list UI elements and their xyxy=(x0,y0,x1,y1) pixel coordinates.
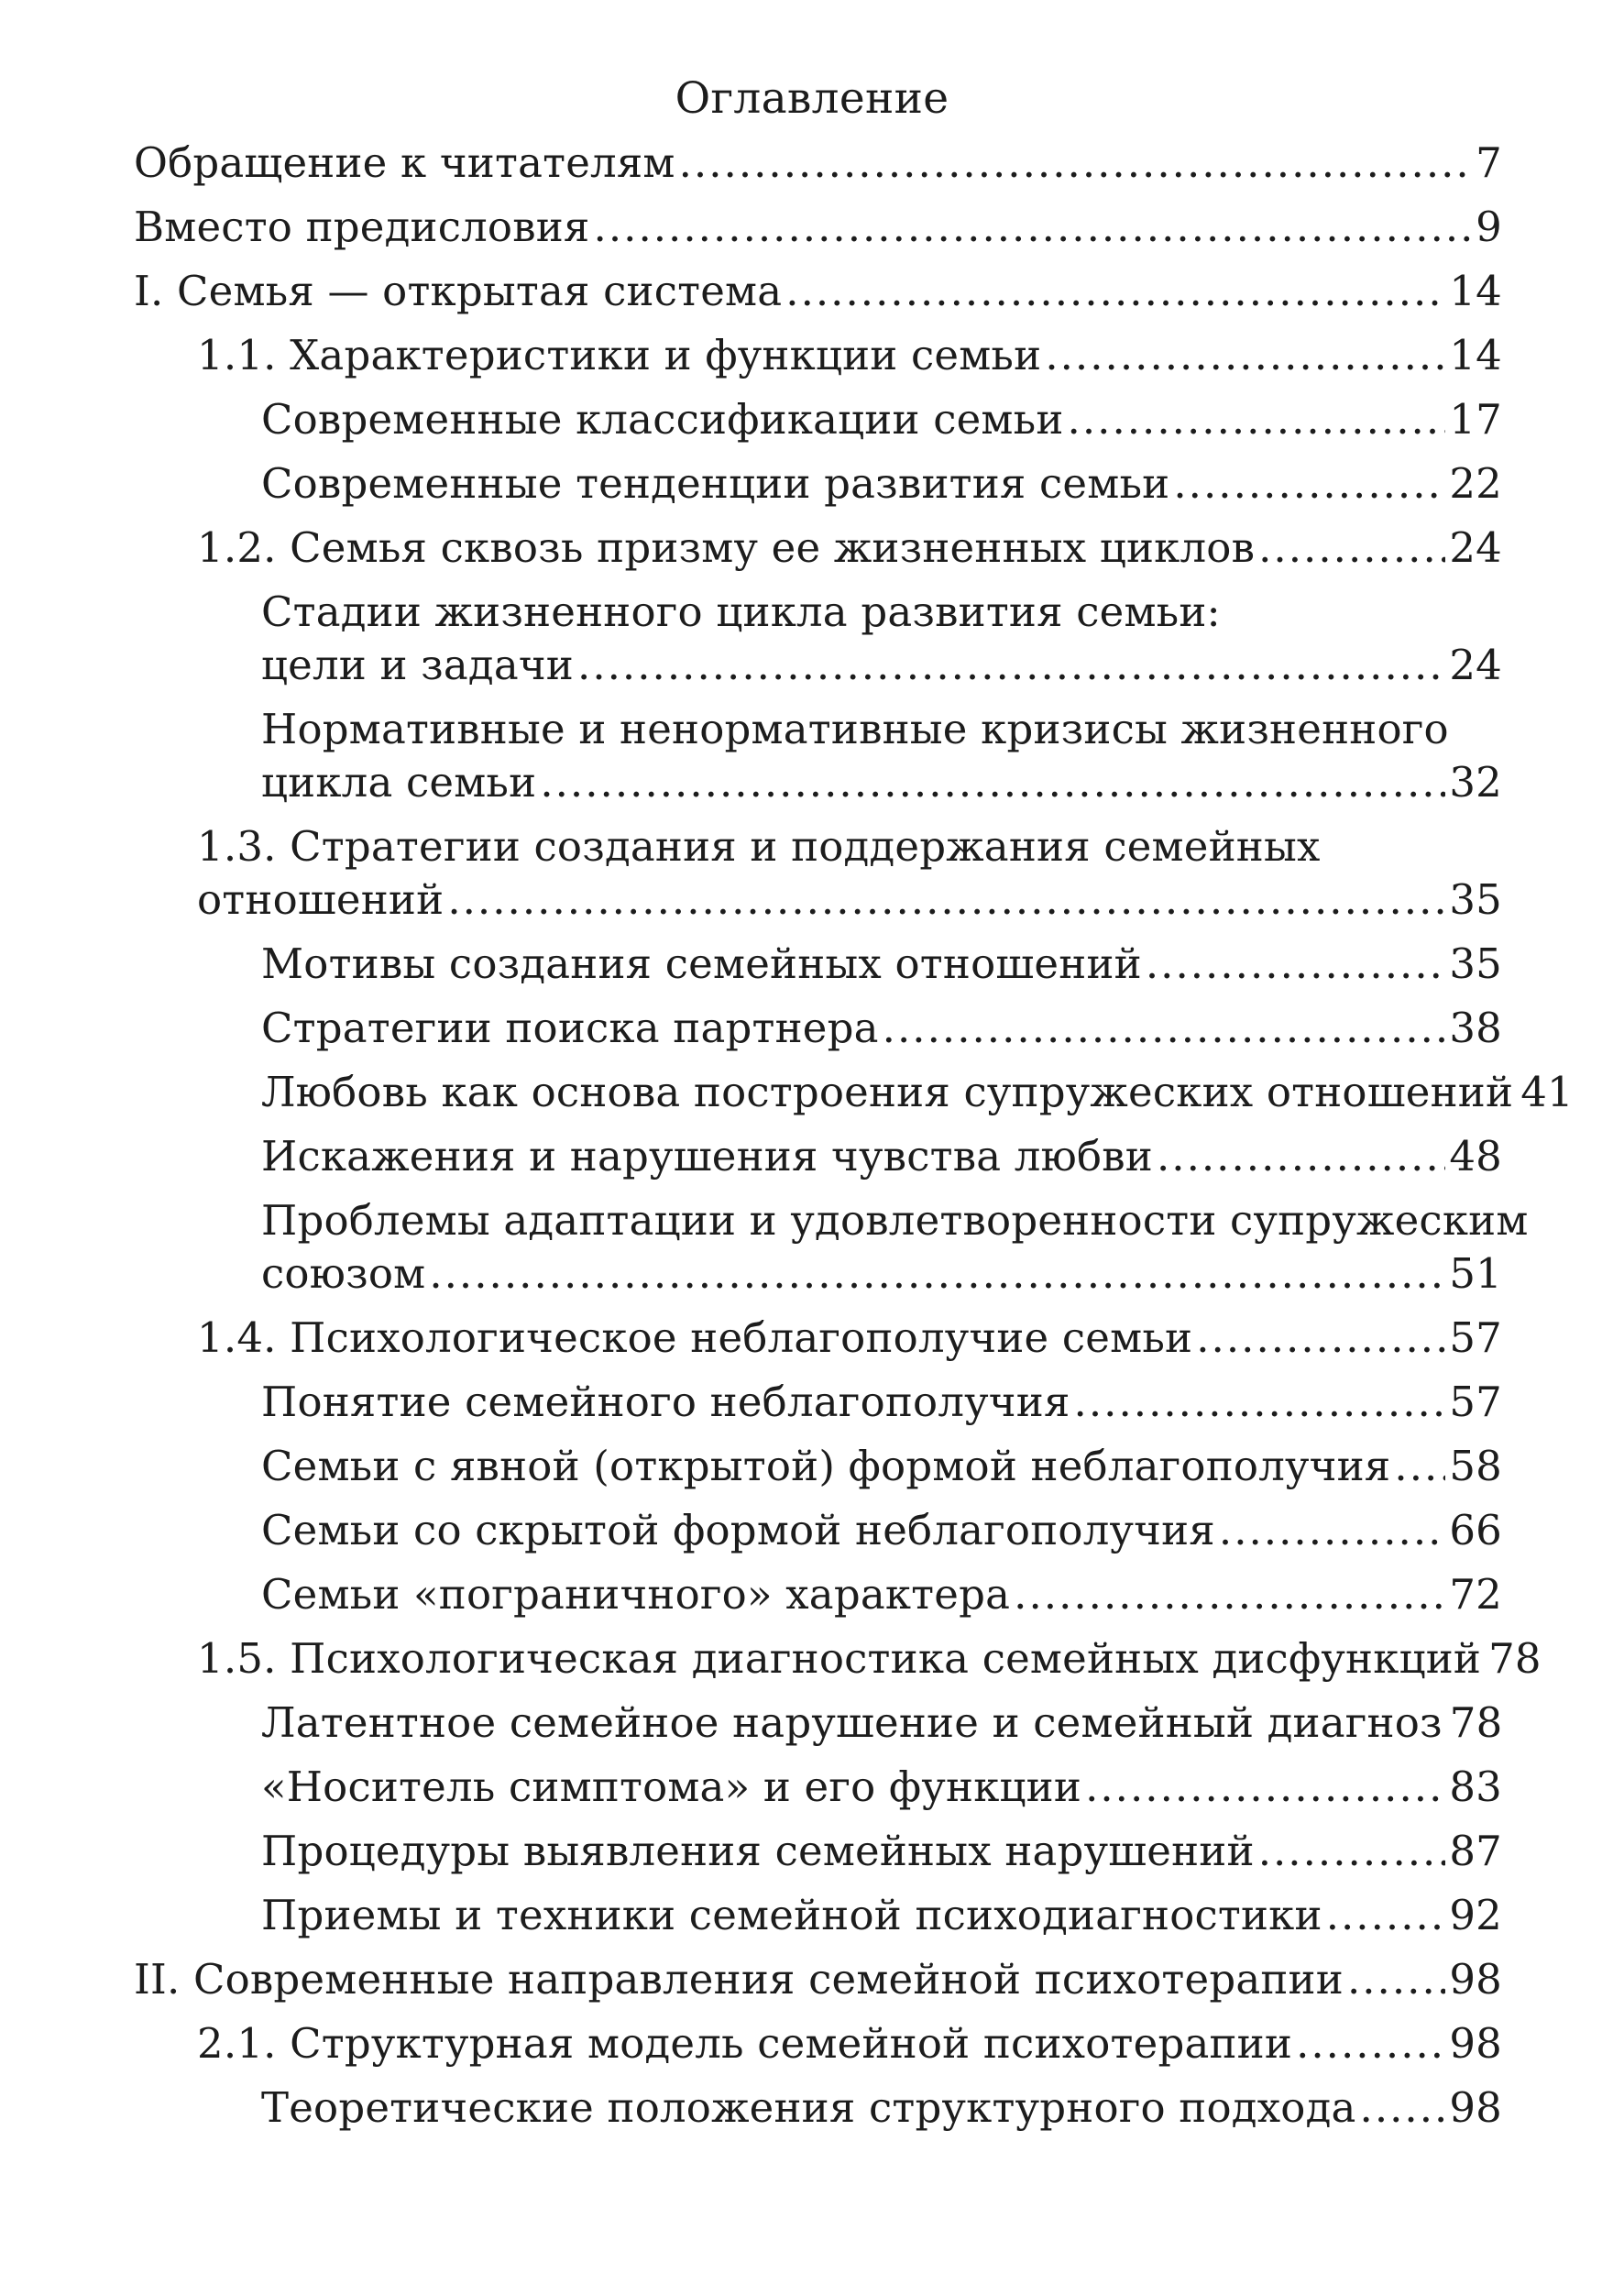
entry-title-first-line: 1.3. Стратегии создания и поддержания семейных xyxy=(197,822,1321,871)
entry-title: 2.1. Структурная модель семейной психотерапии xyxy=(197,2019,1293,2068)
entry-page-number: 22 xyxy=(1449,459,1502,508)
entry-page-number: 14 xyxy=(1449,267,1502,315)
leader-dots xyxy=(1347,1953,1445,2006)
toc-entry[interactable] xyxy=(197,2017,1502,2070)
leader-dots xyxy=(883,1002,1446,1055)
entry-title: цикла семьи xyxy=(261,758,537,807)
entry-page-number: 7 xyxy=(1476,138,1502,187)
entry-page-number: 35 xyxy=(1449,875,1502,924)
entry-title: 1.4. Психологическое неблагополучие семьи xyxy=(197,1313,1193,1362)
toc-entry[interactable] xyxy=(197,1632,1542,1686)
entry-page-number: 32 xyxy=(1449,758,1502,807)
toc-entry[interactable] xyxy=(197,820,1502,927)
entry-page-number: 58 xyxy=(1449,1442,1502,1490)
leader-dots xyxy=(1394,1440,1445,1493)
leader-dots xyxy=(1173,457,1445,511)
entry-title-first-line: Проблемы адаптации и удовлетворенности супружеским xyxy=(261,1196,1529,1245)
toc-entry[interactable] xyxy=(261,1066,1574,1119)
entry-title: Мотивы создания семейных отношений xyxy=(261,939,1142,988)
toc-entry[interactable] xyxy=(134,137,1502,190)
entry-title: Семьи с явной (открытой) формой неблагополучия xyxy=(261,1442,1391,1490)
entry-title: Процедуры выявления семейных нарушений xyxy=(261,1827,1255,1875)
toc-entry[interactable] xyxy=(261,1825,1502,1878)
entry-page-number: 14 xyxy=(1449,331,1502,379)
entry-title: I. Семья — открытая система xyxy=(134,267,783,315)
leader-dots xyxy=(1074,1376,1446,1429)
entry-title-first-line: Нормативные и ненормативные кризисы жизненного xyxy=(261,705,1449,753)
toc-entry[interactable] xyxy=(261,586,1502,692)
entry-title: 1.1. Характеристики и функции семьи xyxy=(197,331,1042,379)
entry-page-number: 57 xyxy=(1449,1313,1502,1362)
leader-dots xyxy=(540,756,1445,809)
leader-dots xyxy=(679,137,1473,190)
toc-heading: Оглавление xyxy=(675,73,949,124)
entry-title: Современные классификации семьи xyxy=(261,395,1064,444)
entry-title: отношений xyxy=(197,875,444,924)
leader-dots xyxy=(1360,2081,1446,2135)
leader-dots xyxy=(1326,1889,1446,1942)
entry-page-number: 78 xyxy=(1488,1634,1542,1683)
toc-entry[interactable] xyxy=(261,1002,1502,1055)
toc-entry[interactable] xyxy=(261,457,1502,511)
entry-title: 1.5. Психологическая диагностика семейных дисфункций xyxy=(197,1634,1482,1683)
leader-dots xyxy=(1296,2017,1445,2070)
entry-title: союзом xyxy=(261,1249,426,1298)
toc-entry[interactable] xyxy=(261,1697,1502,1750)
entry-title: Обращение к читателям xyxy=(134,138,675,187)
entry-page-number: 78 xyxy=(1449,1698,1503,1747)
toc-entry[interactable] xyxy=(261,1504,1502,1557)
entry-title: II. Современные направления семейной психотерапии xyxy=(134,1955,1344,2004)
entry-title: Семьи со скрытой формой неблагополучия xyxy=(261,1506,1215,1554)
leader-dots xyxy=(1146,938,1445,991)
leader-dots xyxy=(1219,1504,1445,1557)
toc-entry[interactable] xyxy=(197,1312,1502,1365)
entry-title: Искажения и нарушения чувства любви xyxy=(261,1132,1153,1180)
leader-dots xyxy=(1258,522,1445,575)
leader-dots xyxy=(429,1247,1445,1301)
entry-page-number: 66 xyxy=(1449,1506,1502,1554)
entry-page-number: 51 xyxy=(1449,1249,1502,1298)
leader-dots xyxy=(1258,1825,1446,1878)
toc-entry[interactable] xyxy=(134,201,1502,254)
entry-page-number: 35 xyxy=(1449,939,1502,988)
entry-title: Приемы и техники семейной психодиагностики xyxy=(261,1891,1322,1939)
toc-entry[interactable] xyxy=(261,1194,1529,1301)
leader-dots xyxy=(1045,329,1445,382)
toc-entry[interactable] xyxy=(261,2081,1502,2135)
toc-entry[interactable] xyxy=(134,265,1502,318)
entry-page-number: 92 xyxy=(1449,1891,1502,1939)
entry-title: цели и задачи xyxy=(261,641,575,689)
entry-title: Любовь как основа построения супружеских отношений xyxy=(261,1068,1514,1116)
toc-entry[interactable] xyxy=(261,1568,1502,1621)
entry-page-number: 57 xyxy=(1449,1378,1502,1426)
entry-title: Семьи «пограничного» характера xyxy=(261,1570,1011,1619)
leader-dots xyxy=(1157,1130,1445,1183)
entry-page-number: 98 xyxy=(1449,2083,1502,2132)
toc-entry[interactable] xyxy=(261,1376,1502,1429)
entry-page-number: 72 xyxy=(1449,1570,1502,1619)
entry-page-number: 24 xyxy=(1449,641,1502,689)
leader-dots xyxy=(594,201,1473,254)
entry-page-number: 17 xyxy=(1449,395,1502,444)
entry-page-number: 83 xyxy=(1449,1762,1502,1811)
entry-page-number: 41 xyxy=(1520,1068,1574,1116)
entry-page-number: 38 xyxy=(1449,1004,1502,1052)
entry-title: Теоретические положения структурного подхода xyxy=(261,2083,1356,2132)
toc-entry[interactable] xyxy=(261,1130,1502,1183)
leader-dots xyxy=(1068,393,1446,446)
toc-entry[interactable] xyxy=(197,329,1502,382)
entry-title-first-line: Стадии жизненного цикла развития семьи: xyxy=(261,587,1221,636)
toc-entry[interactable] xyxy=(197,522,1502,575)
leader-dots xyxy=(1196,1312,1445,1365)
toc-entry[interactable] xyxy=(134,1953,1502,2006)
entry-page-number: 9 xyxy=(1476,203,1502,251)
leader-dots xyxy=(785,265,1445,318)
entry-title: 1.2. Семья сквозь призму ее жизненных циклов xyxy=(197,523,1256,572)
entry-title: Стратегии поиска партнера xyxy=(261,1004,879,1052)
entry-title: Понятие семейного неблагополучия xyxy=(261,1378,1070,1426)
entry-title: Современные тенденции развития семьи xyxy=(261,459,1170,508)
leader-dots xyxy=(577,639,1445,692)
entry-page-number: 98 xyxy=(1449,1955,1502,2004)
toc-entry[interactable] xyxy=(261,1889,1502,1942)
toc-entry[interactable] xyxy=(261,703,1502,809)
entry-title: Латентное семейное нарушение и семейный диагноз xyxy=(261,1698,1443,1747)
entry-page-number: 87 xyxy=(1449,1827,1502,1875)
entry-page-number: 24 xyxy=(1449,523,1502,572)
entry-page-number: 98 xyxy=(1449,2019,1502,2068)
entry-page-number: 48 xyxy=(1449,1132,1502,1180)
leader-dots xyxy=(1014,1568,1445,1621)
leader-dots xyxy=(1085,1761,1445,1814)
toc-entry[interactable] xyxy=(261,1761,1502,1814)
toc-entry[interactable] xyxy=(261,938,1502,991)
toc-entry[interactable] xyxy=(261,1440,1502,1493)
leader-dots xyxy=(447,873,1445,927)
entry-title: «Носитель симптома» и его функции xyxy=(261,1762,1082,1811)
entry-title: Вместо предисловия xyxy=(134,203,590,251)
toc-entry[interactable] xyxy=(261,393,1502,446)
